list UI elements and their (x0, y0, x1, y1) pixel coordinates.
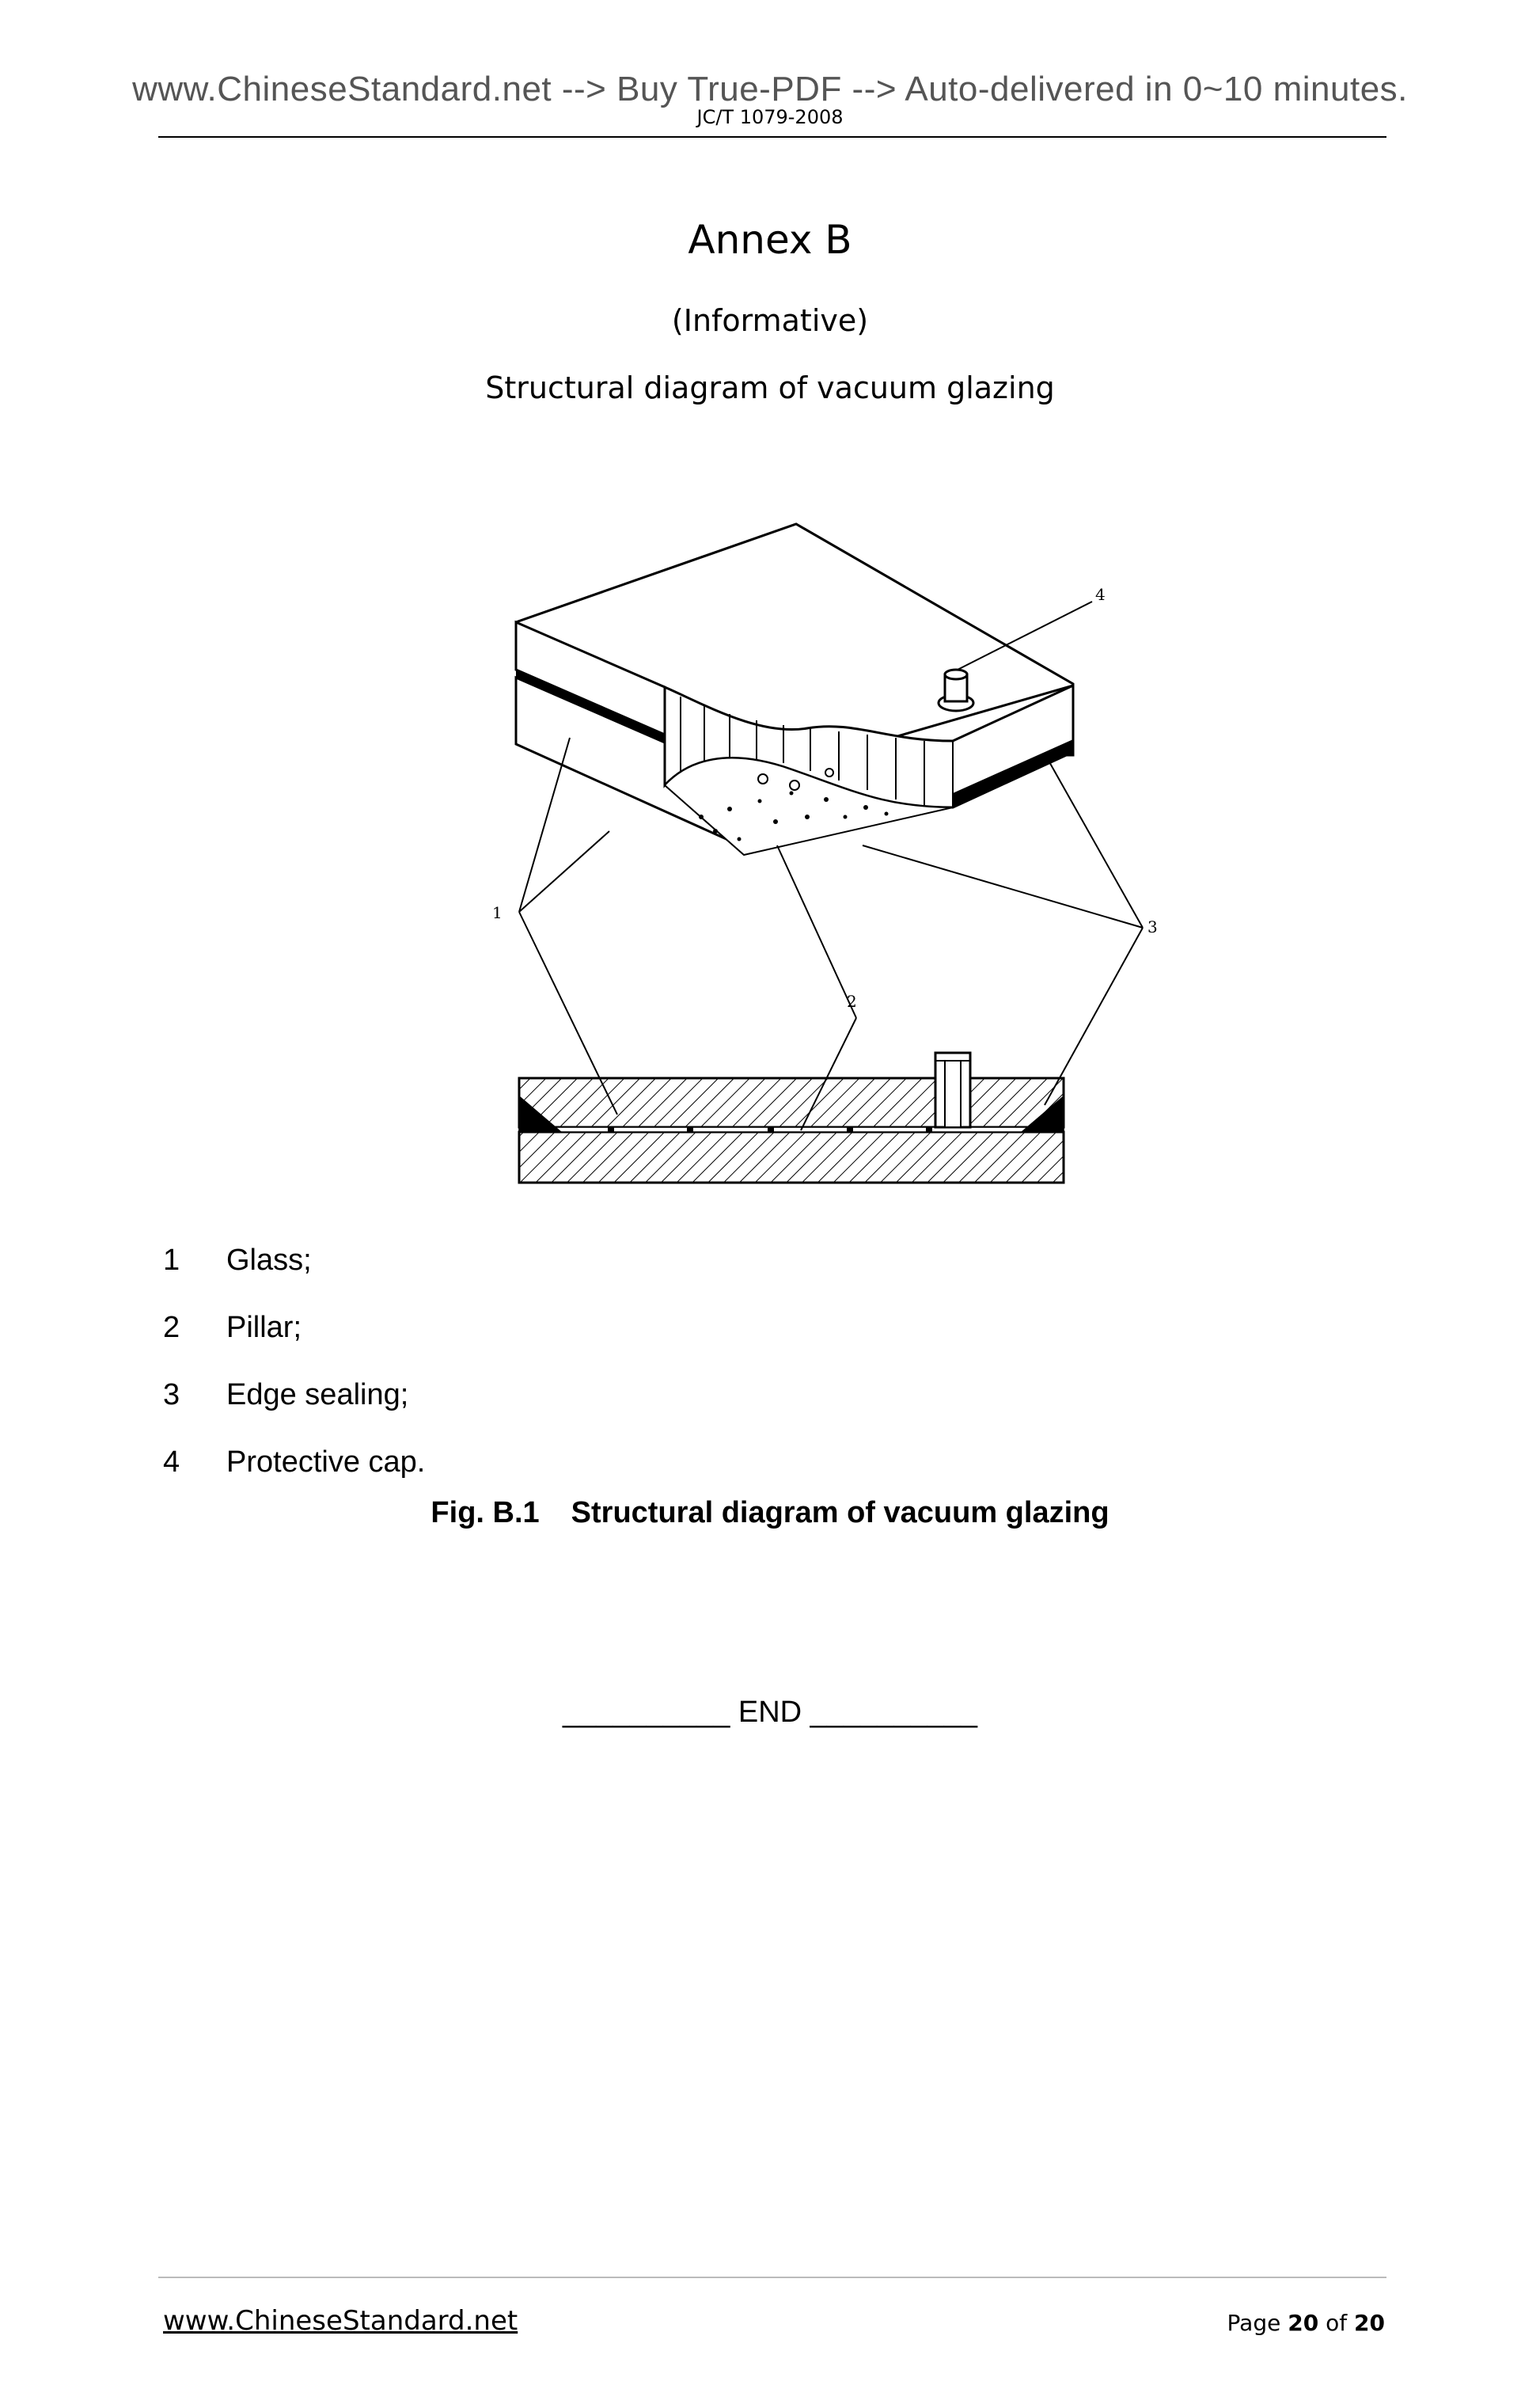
header-rule (158, 136, 1386, 138)
figure-label: Fig. B.1 (431, 1496, 540, 1529)
callout-3: 3 (1147, 917, 1158, 936)
vacuum-glazing-diagram (443, 507, 1203, 1203)
annex-title: Annex B (688, 217, 852, 263)
page-total: 20 (1354, 2310, 1385, 2336)
legend-text: Protective cap. (226, 1445, 426, 1479)
legend-item (158, 1227, 425, 1294)
end-marker: __________ END __________ (562, 1696, 978, 1729)
legend-text: Glass; (226, 1244, 312, 1277)
legend-text: Pillar; (226, 1311, 302, 1344)
protective-cap (939, 670, 973, 711)
legend-number: 2 (163, 1311, 180, 1344)
callout-1: 1 (492, 903, 503, 922)
page-number (1227, 2310, 1385, 2336)
figure-caption (0, 1496, 1540, 1530)
legend-number: 4 (163, 1445, 180, 1479)
annex-subtitle: (Informative) (671, 303, 869, 338)
legend-text: Edge sealing; (226, 1378, 409, 1411)
page-of: of (1326, 2310, 1348, 2336)
header-banner: www.ChineseStandard.net --> Buy True-PDF --> Auto-delivered in 0~10 minutes. (132, 70, 1408, 108)
document-number: JC/T 1079-2008 (696, 106, 844, 128)
legend-number: 1 (163, 1244, 180, 1277)
legend-item (158, 1429, 425, 1496)
figure-caption-text: Structural diagram of vacuum glazing (571, 1496, 1109, 1529)
figure-legend (158, 1227, 425, 1496)
footer-site-link[interactable]: www.ChineseStandard.net (163, 2305, 518, 2337)
footer-rule (158, 2277, 1386, 2278)
callout-2: 2 (847, 992, 857, 1011)
page-current: 20 (1288, 2310, 1319, 2336)
cross-section-view (519, 1053, 1064, 1183)
legend-item (158, 1294, 425, 1362)
callout-4: 4 (1095, 585, 1106, 604)
legend-item (158, 1362, 425, 1429)
legend-number: 3 (163, 1378, 180, 1411)
annex-description: Structural diagram of vacuum glazing (485, 370, 1055, 405)
page-word: Page (1227, 2310, 1281, 2336)
